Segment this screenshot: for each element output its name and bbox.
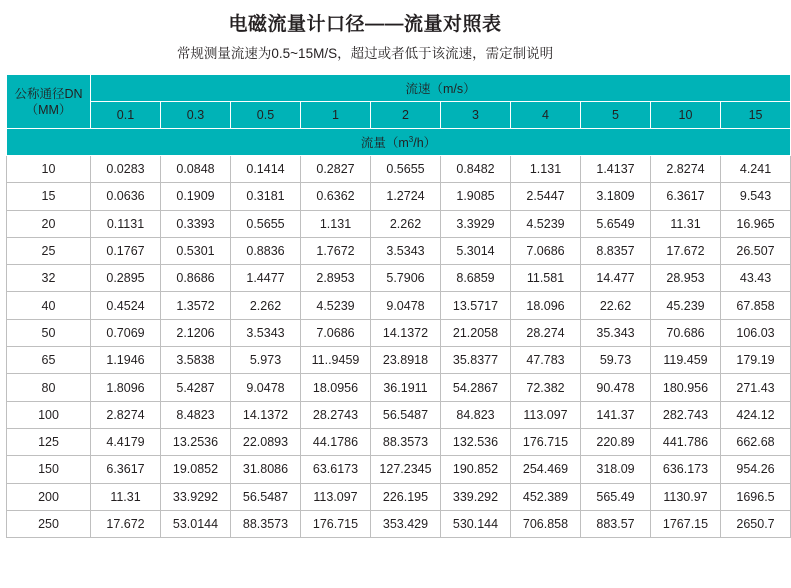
cell-value: 0.7069 bbox=[91, 319, 161, 346]
cell-value: 72.382 bbox=[511, 374, 581, 401]
cell-value: 132.536 bbox=[441, 428, 511, 455]
cell-value: 4.5239 bbox=[511, 210, 581, 237]
table-row bbox=[7, 428, 791, 455]
cell-value: 63.6173 bbox=[301, 456, 371, 483]
cell-value: 113.097 bbox=[301, 483, 371, 510]
cell-value: 1696.5 bbox=[721, 483, 791, 510]
header-speed-0: 0.1 bbox=[91, 102, 161, 129]
cell-value: 13.2536 bbox=[161, 428, 231, 455]
cell-value: 35.8377 bbox=[441, 347, 511, 374]
cell-value: 1767.15 bbox=[651, 510, 721, 537]
cell-value: 35.343 bbox=[581, 319, 651, 346]
cell-value: 119.459 bbox=[651, 347, 721, 374]
cell-value: 2.262 bbox=[231, 292, 301, 319]
cell-value: 0.5655 bbox=[231, 210, 301, 237]
table-row bbox=[7, 374, 791, 401]
cell-value: 0.6362 bbox=[301, 183, 371, 210]
cell-value: 662.68 bbox=[721, 428, 791, 455]
cell-value: 0.8836 bbox=[231, 237, 301, 264]
cell-value: 14.1372 bbox=[231, 401, 301, 428]
cell-value: 141.37 bbox=[581, 401, 651, 428]
cell-value: 0.1909 bbox=[161, 183, 231, 210]
cell-value: 271.43 bbox=[721, 374, 791, 401]
cell-value: 179.19 bbox=[721, 347, 791, 374]
cell-value: 43.43 bbox=[721, 265, 791, 292]
cell-value: 954.26 bbox=[721, 456, 791, 483]
cell-value: 0.2895 bbox=[91, 265, 161, 292]
cell-dn: 32 bbox=[7, 265, 91, 292]
cell-value: 84.823 bbox=[441, 401, 511, 428]
cell-value: 530.144 bbox=[441, 510, 511, 537]
cell-value: 353.429 bbox=[371, 510, 441, 537]
header-row-speed-values bbox=[7, 102, 791, 129]
flow-group-prefix: 流量（m bbox=[360, 136, 409, 150]
header-speed-5: 3 bbox=[441, 102, 511, 129]
cell-value: 113.097 bbox=[511, 401, 581, 428]
cell-value: 254.469 bbox=[511, 456, 581, 483]
cell-value: 47.783 bbox=[511, 347, 581, 374]
cell-value: 11.31 bbox=[651, 210, 721, 237]
cell-value: 28.2743 bbox=[301, 401, 371, 428]
cell-value: 9.0478 bbox=[231, 374, 301, 401]
cell-value: 339.292 bbox=[441, 483, 511, 510]
cell-value: 4.5239 bbox=[301, 292, 371, 319]
cell-value: 1.7672 bbox=[301, 237, 371, 264]
cell-value: 0.5655 bbox=[371, 156, 441, 183]
cell-value: 6.3617 bbox=[651, 183, 721, 210]
cell-value: 45.239 bbox=[651, 292, 721, 319]
table-row bbox=[7, 510, 791, 537]
cell-value: 28.274 bbox=[511, 319, 581, 346]
cell-value: 2650.7 bbox=[721, 510, 791, 537]
cell-value: 21.2058 bbox=[441, 319, 511, 346]
cell-value: 180.956 bbox=[651, 374, 721, 401]
cell-value: 2.5447 bbox=[511, 183, 581, 210]
header-row-speed bbox=[7, 75, 791, 102]
cell-value: 1.1946 bbox=[91, 347, 161, 374]
table-row bbox=[7, 319, 791, 346]
cell-value: 13.5717 bbox=[441, 292, 511, 319]
cell-value: 7.0686 bbox=[301, 319, 371, 346]
cell-value: 56.5487 bbox=[231, 483, 301, 510]
header-cell-flow-group bbox=[7, 129, 791, 156]
cell-dn: 15 bbox=[7, 183, 91, 210]
cell-value: 0.2827 bbox=[301, 156, 371, 183]
cell-value: 9.543 bbox=[721, 183, 791, 210]
cell-value: 16.965 bbox=[721, 210, 791, 237]
cell-value: 11.581 bbox=[511, 265, 581, 292]
cell-value: 31.8086 bbox=[231, 456, 301, 483]
table-row bbox=[7, 183, 791, 210]
cell-dn: 25 bbox=[7, 237, 91, 264]
flow-rate-table bbox=[6, 74, 791, 538]
cell-value: 3.5343 bbox=[371, 237, 441, 264]
cell-value: 2.8953 bbox=[301, 265, 371, 292]
cell-dn: 80 bbox=[7, 374, 91, 401]
cell-value: 4.241 bbox=[721, 156, 791, 183]
cell-value: 7.0686 bbox=[511, 237, 581, 264]
cell-value: 1.131 bbox=[301, 210, 371, 237]
cell-value: 5.3014 bbox=[441, 237, 511, 264]
cell-value: 18.096 bbox=[511, 292, 581, 319]
cell-value: 33.9292 bbox=[161, 483, 231, 510]
header-cell-dn bbox=[7, 75, 91, 129]
cell-value: 1.9085 bbox=[441, 183, 511, 210]
header-row-flow-group bbox=[7, 129, 791, 156]
cell-value: 11.31 bbox=[91, 483, 161, 510]
table-row bbox=[7, 156, 791, 183]
cell-value: 56.5487 bbox=[371, 401, 441, 428]
cell-value: 70.686 bbox=[651, 319, 721, 346]
table-header bbox=[7, 75, 791, 156]
cell-value: 0.1131 bbox=[91, 210, 161, 237]
cell-value: 59.73 bbox=[581, 347, 651, 374]
cell-value: 3.1809 bbox=[581, 183, 651, 210]
cell-value: 5.973 bbox=[231, 347, 301, 374]
cell-dn: 125 bbox=[7, 428, 91, 455]
cell-value: 36.1911 bbox=[371, 374, 441, 401]
cell-value: 22.0893 bbox=[231, 428, 301, 455]
cell-value: 190.852 bbox=[441, 456, 511, 483]
cell-value: 3.3929 bbox=[441, 210, 511, 237]
cell-value: 14.477 bbox=[581, 265, 651, 292]
table-row bbox=[7, 237, 791, 264]
cell-value: 565.49 bbox=[581, 483, 651, 510]
cell-dn: 200 bbox=[7, 483, 91, 510]
table-row bbox=[7, 210, 791, 237]
cell-value: 3.5343 bbox=[231, 319, 301, 346]
cell-value: 2.262 bbox=[371, 210, 441, 237]
table-row bbox=[7, 347, 791, 374]
cell-value: 67.858 bbox=[721, 292, 791, 319]
cell-value: 0.8482 bbox=[441, 156, 511, 183]
cell-value: 176.715 bbox=[511, 428, 581, 455]
cell-value: 220.89 bbox=[581, 428, 651, 455]
cell-value: 5.4287 bbox=[161, 374, 231, 401]
cell-value: 19.0852 bbox=[161, 456, 231, 483]
cell-dn: 10 bbox=[7, 156, 91, 183]
cell-value: 2.1206 bbox=[161, 319, 231, 346]
cell-value: 0.3181 bbox=[231, 183, 301, 210]
cell-value: 0.1414 bbox=[231, 156, 301, 183]
cell-value: 23.8918 bbox=[371, 347, 441, 374]
cell-value: 18.0956 bbox=[301, 374, 371, 401]
cell-value: 1.131 bbox=[511, 156, 581, 183]
cell-value: 452.389 bbox=[511, 483, 581, 510]
header-cell-speed-group: 流速（m/s） bbox=[91, 75, 791, 102]
cell-value: 636.173 bbox=[651, 456, 721, 483]
cell-value: 2.8274 bbox=[651, 156, 721, 183]
cell-value: 17.672 bbox=[651, 237, 721, 264]
cell-value: 127.2345 bbox=[371, 456, 441, 483]
cell-value: 5.6549 bbox=[581, 210, 651, 237]
cell-value: 9.0478 bbox=[371, 292, 441, 319]
table-body bbox=[7, 156, 791, 538]
cell-value: 1130.97 bbox=[651, 483, 721, 510]
header-speed-6: 4 bbox=[511, 102, 581, 129]
cell-value: 8.8357 bbox=[581, 237, 651, 264]
cell-dn: 20 bbox=[7, 210, 91, 237]
header-speed-7: 5 bbox=[581, 102, 651, 129]
header-speed-4: 2 bbox=[371, 102, 441, 129]
cell-value: 176.715 bbox=[301, 510, 371, 537]
cell-value: 1.3572 bbox=[161, 292, 231, 319]
cell-value: 0.5301 bbox=[161, 237, 231, 264]
table-row bbox=[7, 456, 791, 483]
cell-value: 5.7906 bbox=[371, 265, 441, 292]
cell-value: 1.2724 bbox=[371, 183, 441, 210]
cell-value: 88.3573 bbox=[231, 510, 301, 537]
cell-value: 0.4524 bbox=[91, 292, 161, 319]
cell-value: 226.195 bbox=[371, 483, 441, 510]
cell-value: 424.12 bbox=[721, 401, 791, 428]
cell-value: 883.57 bbox=[581, 510, 651, 537]
cell-value: 90.478 bbox=[581, 374, 651, 401]
cell-value: 0.8686 bbox=[161, 265, 231, 292]
cell-value: 88.3573 bbox=[371, 428, 441, 455]
cell-value: 3.5838 bbox=[161, 347, 231, 374]
cell-value: 441.786 bbox=[651, 428, 721, 455]
header-dn-line2: （MM） bbox=[25, 102, 72, 117]
table-row bbox=[7, 401, 791, 428]
cell-value: 706.858 bbox=[511, 510, 581, 537]
cell-value: 8.4823 bbox=[161, 401, 231, 428]
cell-dn: 250 bbox=[7, 510, 91, 537]
page-title: 电磁流量计口径——流量对照表 bbox=[228, 14, 502, 35]
cell-value: 282.743 bbox=[651, 401, 721, 428]
cell-value: 11..9459 bbox=[301, 347, 371, 374]
page-subtitle: 常规测量流速为0.5~15M/S，超过或者低于该流速，需定制说明 bbox=[176, 46, 554, 61]
header-speed-9: 15 bbox=[721, 102, 791, 129]
header-speed-1: 0.3 bbox=[161, 102, 231, 129]
table-row bbox=[7, 292, 791, 319]
cell-value: 28.953 bbox=[651, 265, 721, 292]
cell-value: 0.0283 bbox=[91, 156, 161, 183]
header-speed-8: 10 bbox=[651, 102, 721, 129]
cell-value: 4.4179 bbox=[91, 428, 161, 455]
header-dn-line1: 公称通径DN bbox=[14, 86, 83, 101]
cell-value: 53.0144 bbox=[161, 510, 231, 537]
cell-value: 1.4137 bbox=[581, 156, 651, 183]
cell-value: 1.8096 bbox=[91, 374, 161, 401]
header-speed-2: 0.5 bbox=[231, 102, 301, 129]
cell-value: 0.3393 bbox=[161, 210, 231, 237]
flow-group-sup: 3 bbox=[408, 134, 414, 144]
cell-value: 0.0848 bbox=[161, 156, 231, 183]
cell-value: 17.672 bbox=[91, 510, 161, 537]
cell-value: 22.62 bbox=[581, 292, 651, 319]
cell-value: 1.4477 bbox=[231, 265, 301, 292]
cell-value: 106.03 bbox=[721, 319, 791, 346]
cell-value: 6.3617 bbox=[91, 456, 161, 483]
cell-dn: 150 bbox=[7, 456, 91, 483]
cell-value: 2.8274 bbox=[91, 401, 161, 428]
cell-value: 14.1372 bbox=[371, 319, 441, 346]
cell-value: 44.1786 bbox=[301, 428, 371, 455]
cell-dn: 50 bbox=[7, 319, 91, 346]
cell-dn: 40 bbox=[7, 292, 91, 319]
header-speed-3: 1 bbox=[301, 102, 371, 129]
cell-value: 54.2867 bbox=[441, 374, 511, 401]
flow-group-suffix: /h） bbox=[413, 136, 437, 150]
cell-value: 26.507 bbox=[721, 237, 791, 264]
table-row bbox=[7, 265, 791, 292]
cell-value: 0.0636 bbox=[91, 183, 161, 210]
cell-value: 0.1767 bbox=[91, 237, 161, 264]
table-row bbox=[7, 483, 791, 510]
cell-dn: 65 bbox=[7, 347, 91, 374]
cell-value: 8.6859 bbox=[441, 265, 511, 292]
cell-dn: 100 bbox=[7, 401, 91, 428]
cell-value: 318.09 bbox=[581, 456, 651, 483]
